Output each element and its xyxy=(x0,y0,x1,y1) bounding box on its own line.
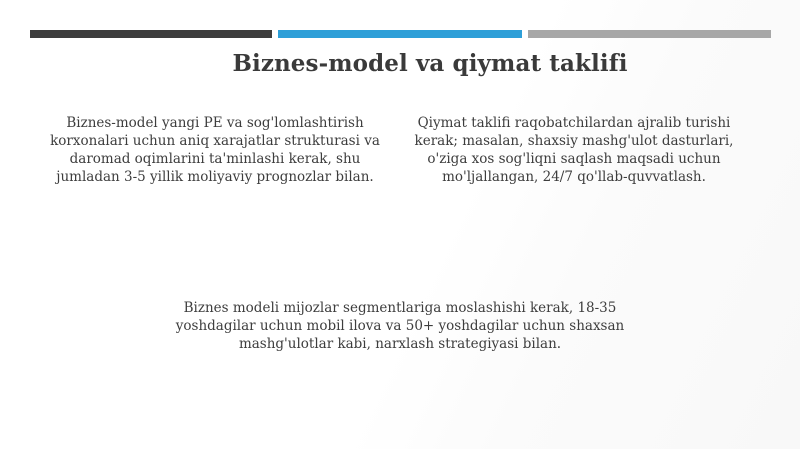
slide-title: Biznes-model va qiymat taklifi xyxy=(232,50,628,77)
accent-bar-gray xyxy=(528,30,771,38)
accent-bar-dark xyxy=(30,30,272,38)
paragraph-customer-segments: Biznes modeli mijozlar segmentlariga moslashishi kerak, 18-35 yoshdagilar uchun mobil ilova va 50+ yoshdagilar uchun shaxsan mashg'ulotlar kabi, narxlash strategiyasi bilan. xyxy=(175,300,625,352)
paragraph-value-proposition: Qiymat taklifi raqobatchilardan ajralib turishi kerak; masalan, shaxsiy mashg'ulot dasturlari, o'ziga xos sog'liqni saqlash maqsadi uchun mo'ljallangan, 24/7 qo'llab-quvvatlash. xyxy=(414,115,734,185)
paragraph-business-model: Biznes-model yangi PE va sog'lomlashtirish korxonalari uchun aniq xarajatlar strukturasi va daromad oqimlarini ta'minlashi kerak, shu jumladan 3-5 yillik moliyaviy prognozlar bilan. xyxy=(50,115,380,185)
accent-bar-blue xyxy=(278,30,522,38)
